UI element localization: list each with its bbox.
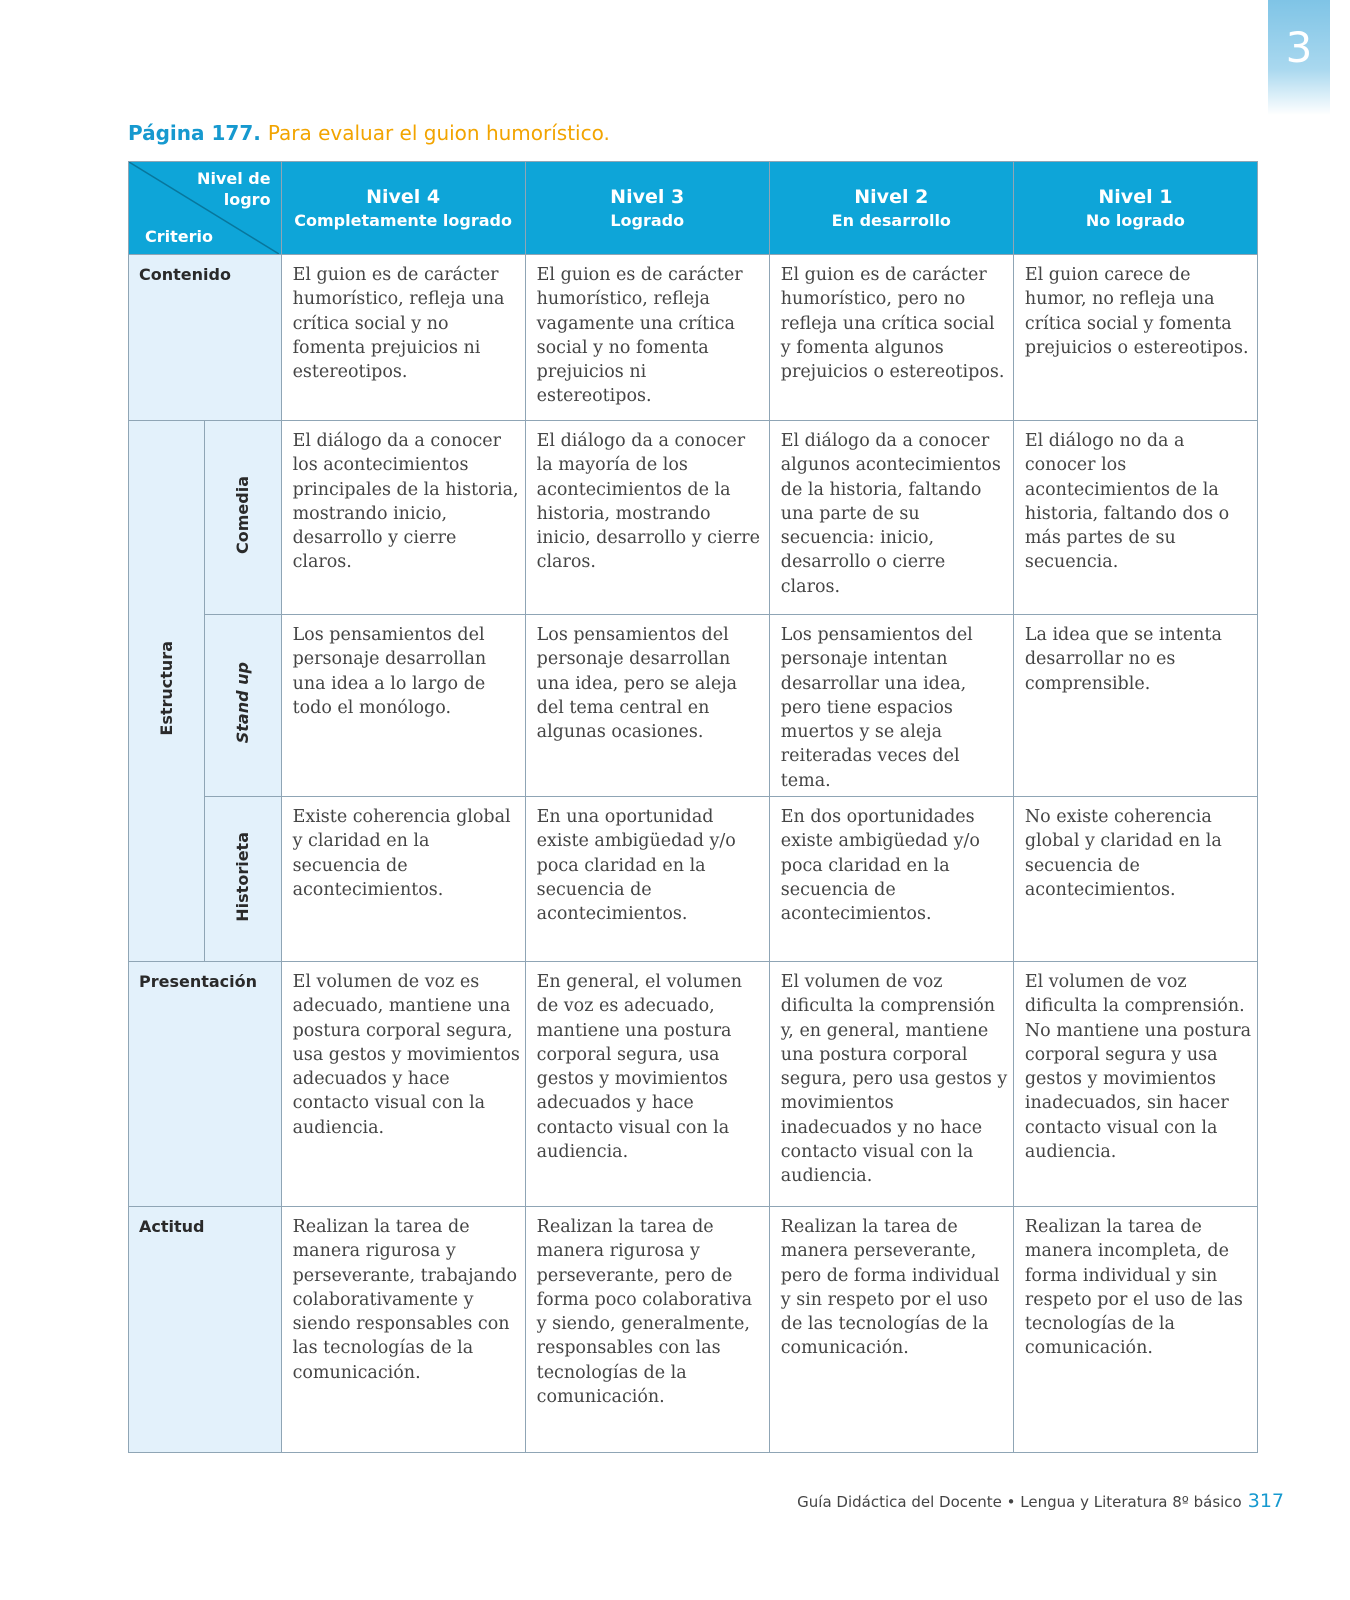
level-desc: Completamente logrado — [294, 211, 512, 230]
row-contenido — [129, 255, 1258, 421]
standup-label: Stand up — [233, 662, 253, 744]
cell-contenido-n2: El guion es de carácter humorístico, pero no refleja una crítica social y fomenta algunos prejuicios o estereotipos. — [769, 255, 1013, 421]
level-desc: No logrado — [1085, 211, 1185, 230]
level-header-4 — [281, 162, 525, 255]
criterion-estructura — [129, 421, 205, 962]
cell-contenido-n1: El guion carece de humor, no refleja una crítica social y fomenta prejuicios o estereotipos. — [1013, 255, 1257, 421]
cell-standup-n2: Los pensamientos del personaje intentan desarrollar una idea, pero tiene espacios muertos y se aleja reiteradas veces del tema. — [769, 615, 1013, 797]
footer-text: Guía Didáctica del Docente • Lengua y Literatura 8º básico — [797, 1493, 1242, 1511]
cell-presentacion-n4: El volumen de voz es adecuado, mantiene una postura corporal segura, usa gestos y movimientos adecuados y hace contacto visual con la audiencia. — [281, 962, 525, 1207]
cell-contenido-n4: El guion es de carácter humorístico, refleja una crítica social y no fomenta prejuicios ni estereotipos. — [281, 255, 525, 421]
row-standup — [129, 615, 1258, 797]
cell-standup-n3: Los pensamientos del personaje desarrollan una idea, pero se aleja del tema central en algunas ocasiones. — [525, 615, 769, 797]
cell-comedia-n1: El diálogo no da a conocer los acontecimientos de la historia, faltando dos o más partes de su secuencia. — [1013, 421, 1257, 615]
level-axis-label: Nivel de logro — [197, 169, 271, 209]
row-presentacion — [129, 962, 1258, 1207]
rubric-table — [128, 161, 1258, 1453]
title-subtitle: Para evaluar el guion humorístico. — [267, 121, 610, 145]
cell-historieta-n2: En dos oportunidades existe ambigüedad y/o poca claridad en la secuencia de acontecimientos. — [769, 797, 1013, 962]
criteria-axis-label: Criterio — [145, 227, 213, 246]
cell-actitud-n2: Realizan la tarea de manera perseverante, pero de forma individual y sin respeto por el uso de las tecnologías de la comunicación. — [769, 1207, 1013, 1453]
row-comedia — [129, 421, 1258, 615]
cell-comedia-n4: El diálogo da a conocer los acontecimientos principales de la historia, mostrando inicio, desarrollo y cierre claros. — [281, 421, 525, 615]
subcriterion-historieta — [205, 797, 281, 962]
cell-historieta-n4: Existe coherencia global y claridad en la secuencia de acontecimientos. — [281, 797, 525, 962]
level-name: Nivel 3 — [610, 186, 685, 208]
row-actitud — [129, 1207, 1258, 1453]
level-header-1 — [1013, 162, 1257, 255]
cell-presentacion-n1: El volumen de voz dificulta la comprensión. No mantiene una postura corporal segura y usa gestos y movimientos inadecuados, sin hacer contacto visual con la audiencia. — [1013, 962, 1257, 1207]
page-title — [128, 121, 610, 145]
header-row — [129, 162, 1258, 255]
historieta-label: Historieta — [233, 831, 253, 922]
comedia-label: Comedia — [233, 476, 253, 554]
level-name: Nivel 2 — [854, 186, 929, 208]
cell-historieta-n1: No existe coherencia global y claridad en la secuencia de acontecimientos. — [1013, 797, 1257, 962]
cell-standup-n4: Los pensamientos del personaje desarrollan una idea a lo largo de todo el monólogo. — [281, 615, 525, 797]
estructura-label: Estructura — [157, 641, 177, 736]
cell-historieta-n3: En una oportunidad existe ambigüedad y/o poca claridad en la secuencia de acontecimientos. — [525, 797, 769, 962]
corner-header — [129, 162, 282, 255]
cell-actitud-n4: Realizan la tarea de manera rigurosa y perseverante, trabajando colaborativamente y siendo responsables con las tecnologías de la comunicación. — [281, 1207, 525, 1453]
cell-comedia-n2: El diálogo da a conocer algunos acontecimientos de la historia, faltando una parte de su secuencia: inicio, desarrollo o cierre claros. — [769, 421, 1013, 615]
cell-standup-n1: La idea que se intenta desarrollar no es comprensible. — [1013, 615, 1257, 797]
level-header-2 — [769, 162, 1013, 255]
subcriterion-standup — [205, 615, 281, 797]
cell-actitud-n1: Realizan la tarea de manera incompleta, de forma individual y sin respeto por el uso de las tecnologías de la comunicación. — [1013, 1207, 1257, 1453]
cell-actitud-n3: Realizan la tarea de manera rigurosa y perseverante, pero de forma poco colaborativa y siendo, generalmente, responsables con las tecnologías de la comunicación. — [525, 1207, 769, 1453]
cell-presentacion-n3: En general, el volumen de voz es adecuado, mantiene una postura corporal segura, usa gestos y movimientos adecuados y hace contacto visual con la audiencia. — [525, 962, 769, 1207]
cell-contenido-n3: El guion es de carácter humorístico, refleja vagamente una crítica social y no fomenta prejuicios ni estereotipos. — [525, 255, 769, 421]
level-header-3 — [525, 162, 769, 255]
title-page-ref: Página 177. — [128, 121, 261, 145]
level-name: Nivel 1 — [1098, 186, 1173, 208]
subcriterion-comedia — [205, 421, 281, 615]
chapter-tab: 3 — [1268, 0, 1330, 115]
criterion-actitud: Actitud — [129, 1207, 282, 1453]
cell-presentacion-n2: El volumen de voz dificulta la comprensión y, en general, mantiene una postura corporal segura, pero usa gestos y movimientos inadecuados y no hace contacto visual con la audiencia. — [769, 962, 1013, 1207]
page-number: 317 — [1247, 1490, 1284, 1512]
criterion-contenido: Contenido — [129, 255, 282, 421]
level-desc: En desarrollo — [831, 211, 951, 230]
level-name: Nivel 4 — [366, 186, 441, 208]
row-historieta — [129, 797, 1258, 962]
criterion-presentacion: Presentación — [129, 962, 282, 1207]
cell-comedia-n3: El diálogo da a conocer la mayoría de los acontecimientos de la historia, mostrando inicio, desarrollo y cierre claros. — [525, 421, 769, 615]
level-desc: Logrado — [610, 211, 685, 230]
page-footer — [797, 1490, 1284, 1512]
